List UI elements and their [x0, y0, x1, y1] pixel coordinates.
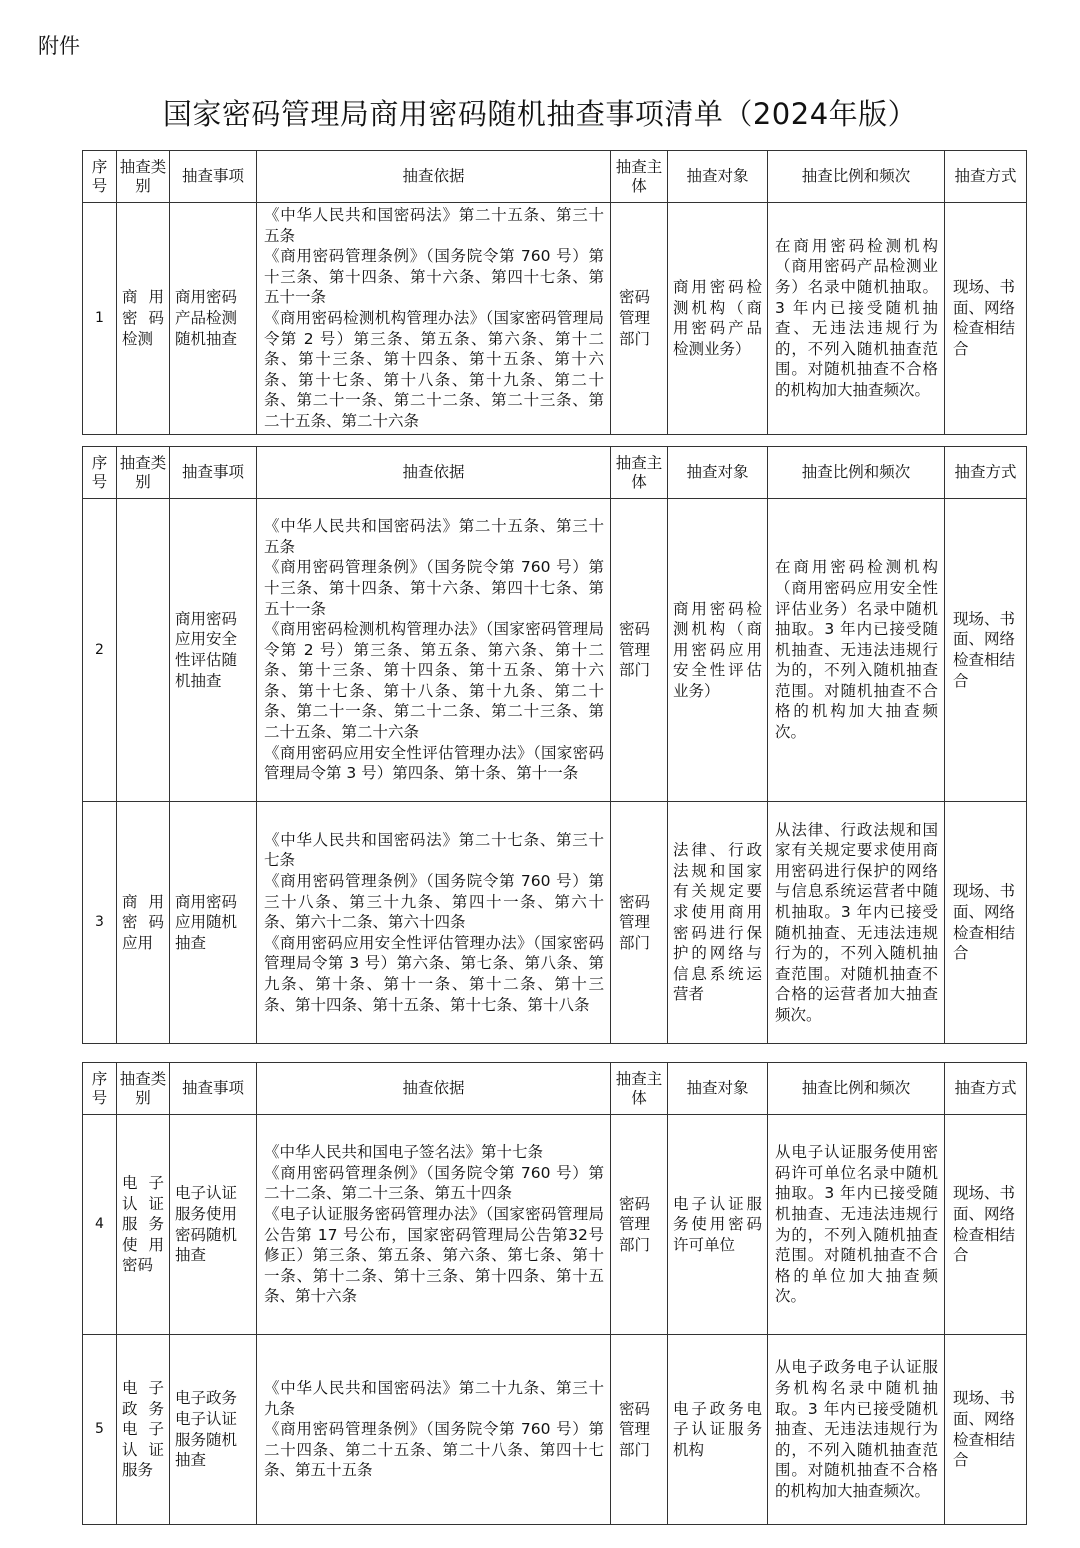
- basis-citation: 《中华人民共和国电子签名法》第十七条: [264, 1143, 544, 1162]
- row-basis: [257, 802, 611, 1044]
- table-block-3: [82, 1062, 1027, 1525]
- table-row: [83, 499, 1027, 802]
- row-seq: 2: [83, 499, 117, 802]
- row-ratio: 从电子政务电子认证服务机构名录中随机抽取。3 年内已接受随机抽查、无违法违规行为的，不列入随机抽查范围。对随机抽查不合格的机构加大抽查频次。: [768, 1335, 945, 1525]
- header-method: 抽查方式: [945, 1063, 1027, 1115]
- table-header-row: [83, 1063, 1027, 1115]
- basis-citation: 《商用密码检测机构管理办法》（国家密码管理局令第 2 号）第三条、第五条、第六条、第十二条、第十三条、第十四条、第十五条、第十六条、第十七条、第十八条、第十九条、第二十条、第二十一条、第二十二条、第二十三条、第二十五条、第二十六条: [264, 620, 604, 742]
- basis-citation: 《商用密码管理条例》（国务院令第 760 号）第十三条、第十四条、第十六条、第四十七条、第五十一条: [264, 247, 604, 307]
- row-subject: 密码管理部门: [611, 203, 668, 435]
- row-category: 商用密码检测: [117, 203, 170, 435]
- row-method: 现场、书面、网络检查相结合: [945, 499, 1027, 802]
- header-seq: 序号: [83, 151, 117, 203]
- header-seq: 序号: [83, 1063, 117, 1115]
- attachment-label: 附件: [38, 34, 80, 58]
- header-category: 抽查类别: [117, 447, 170, 499]
- row-category: [117, 499, 170, 802]
- row-subject: 密码管理部门: [611, 1335, 668, 1525]
- header-object: 抽查对象: [668, 151, 768, 203]
- header-object: 抽查对象: [668, 1063, 768, 1115]
- page-title: 国家密码管理局商用密码随机抽查事项清单（2024年版）: [162, 97, 918, 131]
- basis-citation: 《商用密码管理条例》（国务院令第 760 号）第三十八条、第三十九条、第四十一条、第六十条、第六十二条、第六十四条: [264, 872, 604, 932]
- row-basis: [257, 499, 611, 802]
- header-method: 抽查方式: [945, 151, 1027, 203]
- header-subject: 抽查主体: [611, 151, 668, 203]
- row-subject: 密码管理部门: [611, 802, 668, 1044]
- row-ratio: 在商用密码检测机构（商用密码产品检测业务）名录中随机抽取。3 年内已接受随机抽查、无违法违规行为的，不列入随机抽查范围。对随机抽查不合格的机构加大抽查频次。: [768, 203, 945, 435]
- table-block-1: [82, 150, 1027, 435]
- header-method: 抽查方式: [945, 447, 1027, 499]
- row-ratio: 从法律、行政法规和国家有关规定要求使用商用密码进行保护的网络与信息系统运营者中随机抽取。3 年内已接受随机抽查、无违法违规行为的，不列入随机抽查范围。对随机抽查不合格的运营者加大抽查频次。: [768, 802, 945, 1044]
- row-ratio: 从电子认证服务使用密码许可单位名录中随机抽取。3 年内已接受随机抽查、无违法违规行为的，不列入随机抽查范围。对随机抽查不合格的单位加大抽查频次。: [768, 1115, 945, 1335]
- row-object: 商用密码检测机构（商用密码应用安全性评估业务）: [668, 499, 768, 802]
- basis-citation: 《中华人民共和国密码法》第二十五条、第三十五条: [264, 206, 604, 245]
- table-row: [83, 802, 1027, 1044]
- basis-citation: 《商用密码检测机构管理办法》（国家密码管理局令第 2 号）第三条、第五条、第六条、第十二条、第十三条、第十四条、第十五条、第十六条、第十七条、第十八条、第十九条、第二十条、第二十一条、第二十二条、第二十三条、第二十五条、第二十六条: [264, 308, 604, 430]
- table-row: [83, 203, 1027, 435]
- header-ratio: 抽查比例和频次: [768, 1063, 945, 1115]
- header-ratio: 抽查比例和频次: [768, 447, 945, 499]
- table-block-2: [82, 446, 1027, 1044]
- basis-citation: 《电子认证服务密码管理办法》（国家密码管理局公告第 17 号公布，国家密码管理局公告第32号修正）第三条、第五条、第六条、第七条、第十一条、第十二条、第十三条、第十四条、第十五条、第十六条: [264, 1204, 604, 1306]
- row-item: 商用密码应用随机抽查: [170, 802, 257, 1044]
- header-subject: 抽查主体: [611, 447, 668, 499]
- row-basis: [257, 1115, 611, 1335]
- row-method: 现场、书面、网络检查相结合: [945, 1335, 1027, 1525]
- row-item: 电子认证服务使用密码随机抽查: [170, 1115, 257, 1335]
- row-method: 现场、书面、网络检查相结合: [945, 802, 1027, 1044]
- table-header-row: [83, 447, 1027, 499]
- header-basis: 抽查依据: [257, 1063, 611, 1115]
- row-object: 法律、行政法规和国家有关规定要求使用商用密码进行保护的网络与信息系统运营者: [668, 802, 768, 1044]
- basis-citation: 《商用密码应用安全性评估管理办法》（国家密码管理局令第 3 号）第四条、第十条、第十一条: [264, 743, 604, 783]
- header-item: 抽查事项: [170, 1063, 257, 1115]
- header-item: 抽查事项: [170, 447, 257, 499]
- header-seq: 序号: [83, 447, 117, 499]
- table-row: [83, 1335, 1027, 1525]
- header-item: 抽查事项: [170, 151, 257, 203]
- row-item: 商用密码产品检测随机抽查: [170, 203, 257, 435]
- header-basis: 抽查依据: [257, 151, 611, 203]
- row-category: 商用密码应用: [117, 802, 170, 1044]
- row-object: 商用密码检测机构（商用密码产品检测业务）: [668, 203, 768, 435]
- row-object: 电子政务电子认证服务机构: [668, 1335, 768, 1525]
- row-subject: 密码管理部门: [611, 499, 668, 802]
- row-item: 商用密码应用安全性评估随机抽查: [170, 499, 257, 802]
- row-method: 现场、书面、网络检查相结合: [945, 203, 1027, 435]
- basis-citation: 《中华人民共和国密码法》第二十五条、第三十五条: [264, 517, 604, 556]
- row-seq: 4: [83, 1115, 117, 1335]
- row-object: 电子认证服务使用密码许可单位: [668, 1115, 768, 1335]
- row-category: 电子政务电子认证服务: [117, 1335, 170, 1525]
- basis-citation: 《中华人民共和国密码法》第二十七条、第三十七条: [264, 830, 604, 870]
- row-seq: 3: [83, 802, 117, 1044]
- row-basis: [257, 1335, 611, 1525]
- basis-citation: 《商用密码管理条例》（国务院令第 760 号）第二十四条、第二十五条、第二十八条、第四十七条、第五十五条: [264, 1420, 604, 1480]
- row-category: 电子认证服务使用密码: [117, 1115, 170, 1335]
- header-basis: 抽查依据: [257, 447, 611, 499]
- row-method: 现场、书面、网络检查相结合: [945, 1115, 1027, 1335]
- row-subject: 密码管理部门: [611, 1115, 668, 1335]
- table-row: [83, 1115, 1027, 1335]
- row-item: 电子政务电子认证服务随机抽查: [170, 1335, 257, 1525]
- header-category: 抽查类别: [117, 1063, 170, 1115]
- header-subject: 抽查主体: [611, 1063, 668, 1115]
- basis-citation: 《商用密码应用安全性评估管理办法》（国家密码管理局令第 3 号）第六条、第七条、第八条、第九条、第十条、第十一条、第十二条、第十三条、第十四条、第十五条、第十七条、第十八条: [264, 933, 604, 1014]
- header-object: 抽查对象: [668, 447, 768, 499]
- row-seq: 1: [83, 203, 117, 435]
- table-header-row: [83, 151, 1027, 203]
- basis-citation: 《商用密码管理条例》（国务院令第 760 号）第二十二条、第二十三条、第五十四条: [264, 1163, 604, 1203]
- row-basis: [257, 203, 611, 435]
- row-ratio: 在商用密码检测机构（商用密码应用安全性评估业务）名录中随机抽取。3 年内已接受随机抽查、无违法违规行为的，不列入随机抽查范围。对随机抽查不合格的机构加大抽查频次。: [768, 499, 945, 802]
- basis-citation: 《商用密码管理条例》（国务院令第 760 号）第十三条、第十四条、第十六条、第四十七条、第五十一条: [264, 558, 604, 618]
- header-category: 抽查类别: [117, 151, 170, 203]
- basis-citation: 《中华人民共和国密码法》第二十九条、第三十九条: [264, 1379, 604, 1418]
- header-ratio: 抽查比例和频次: [768, 151, 945, 203]
- row-seq: 5: [83, 1335, 117, 1525]
